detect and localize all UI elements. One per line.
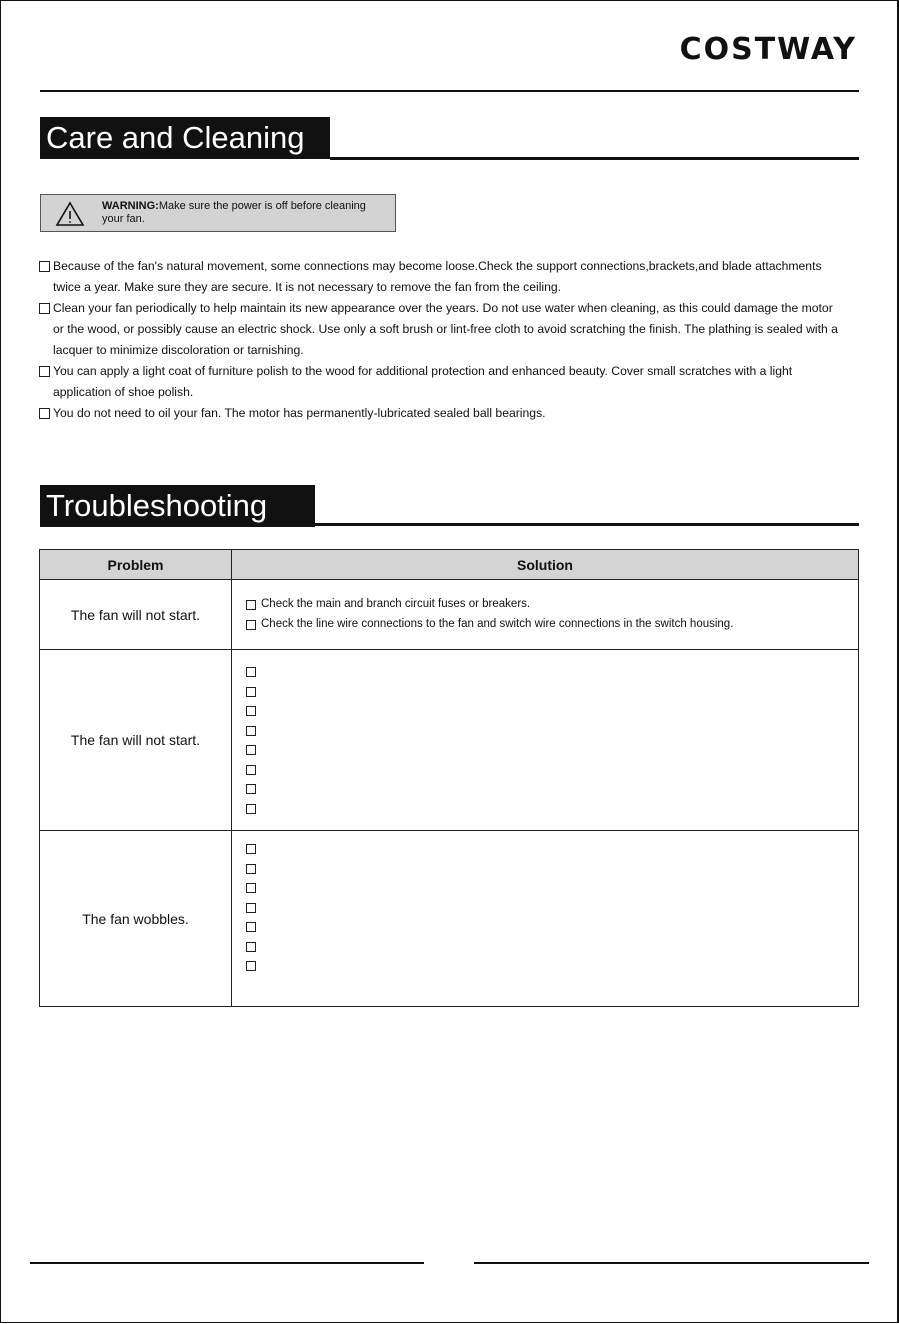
- checkbox-icon: [39, 261, 50, 272]
- checkbox-icon: [246, 804, 256, 814]
- checkbox-icon: [39, 408, 50, 419]
- solution-item: [245, 721, 858, 741]
- checkbox-icon: [246, 706, 256, 716]
- solution-cell: [232, 580, 859, 650]
- solution-header: Solution: [232, 550, 859, 580]
- footer-rule-left: [30, 1262, 424, 1264]
- checkbox-icon: [246, 883, 256, 893]
- checkbox-icon: [246, 844, 256, 854]
- solution-item: [245, 859, 858, 879]
- checkbox-icon: [246, 765, 256, 775]
- table-row: [40, 831, 859, 1007]
- table-row: [40, 650, 859, 831]
- footer-rule-right: [474, 1262, 869, 1264]
- solution-item: [245, 682, 858, 702]
- warning-triangle-icon: [55, 201, 85, 227]
- solution-list: [232, 595, 858, 634]
- solution-item: [245, 740, 858, 760]
- solution-item: [245, 898, 858, 918]
- warning-text: [102, 200, 390, 226]
- solution-item: [245, 956, 858, 976]
- care-item: You do not need to oil your fan. The motor has permanently-lubricated sealed ball bearings.: [38, 403, 838, 424]
- solution-item: [245, 701, 858, 721]
- solution-list: [232, 839, 858, 976]
- care-item: Because of the fan's natural movement, some connections may become loose.Check the support connections,brackets,and blade attachments twice a year. Make sure they are secure. It is not necessary to remove the fan from the ceiling.: [38, 256, 838, 298]
- checkbox-icon: [39, 366, 50, 377]
- solution-cell: [232, 650, 859, 831]
- checkbox-icon: [246, 942, 256, 952]
- checkbox-icon: [246, 864, 256, 874]
- care-list: [38, 256, 838, 424]
- checkbox-icon: [246, 922, 256, 932]
- checkbox-icon: [246, 903, 256, 913]
- solution-item: [245, 799, 858, 819]
- solution-item: [245, 779, 858, 799]
- solution-item: [245, 662, 858, 682]
- problem-cell: The fan wobbles.: [40, 831, 232, 1007]
- checkbox-icon: [246, 667, 256, 677]
- solution-item: [245, 839, 858, 859]
- solution-list: [232, 662, 858, 818]
- table-row: [40, 580, 859, 650]
- problem-cell: The fan will not start.: [40, 650, 232, 831]
- table-header-row: [40, 550, 859, 580]
- problem-header: Problem: [40, 550, 232, 580]
- care-section-rule: [330, 157, 859, 160]
- header-divider: [40, 90, 859, 92]
- brand-logo: COSTWAY: [679, 32, 857, 67]
- troubleshooting-table: [39, 549, 859, 1007]
- warning-box: [40, 194, 396, 232]
- checkbox-icon: [246, 600, 256, 610]
- solution-item: Check the main and branch circuit fuses or breakers.: [245, 595, 858, 615]
- solution-item: [245, 760, 858, 780]
- checkbox-icon: [246, 745, 256, 755]
- care-item: Clean your fan periodically to help maintain its new appearance over the years. Do not use water when cleaning, as this could damage the motor or the wood, or possibly cause an electric shock. Use only a soft brush or lint-free cloth to avoid scratching the finish. The plathing is sealed with a lacquer to minimize discoloration or tarnishing.: [38, 298, 838, 361]
- checkbox-icon: [246, 620, 256, 630]
- troubleshooting-section-title: Troubleshooting: [40, 485, 315, 527]
- checkbox-icon: [246, 784, 256, 794]
- problem-cell: The fan will not start.: [40, 580, 232, 650]
- solution-cell: [232, 831, 859, 1007]
- checkbox-icon: [246, 687, 256, 697]
- checkbox-icon: [39, 303, 50, 314]
- checkbox-icon: [246, 961, 256, 971]
- solution-item: [245, 917, 858, 937]
- warning-label: WARNING:: [102, 200, 159, 212]
- solution-item: Check the line wire connections to the fan and switch wire connections in the switch housing.: [245, 615, 858, 635]
- care-section-title: Care and Cleaning: [40, 117, 330, 159]
- care-item: You can apply a light coat of furniture polish to the wood for additional protection and enhanced beauty. Cover small scratches with a light application of shoe polish.: [38, 361, 838, 403]
- troubleshooting-section-rule: [315, 523, 859, 526]
- checkbox-icon: [246, 726, 256, 736]
- solution-item: [245, 878, 858, 898]
- solution-item: [245, 937, 858, 957]
- warning-message: Make sure the power is off before cleaning your fan.: [102, 200, 366, 225]
